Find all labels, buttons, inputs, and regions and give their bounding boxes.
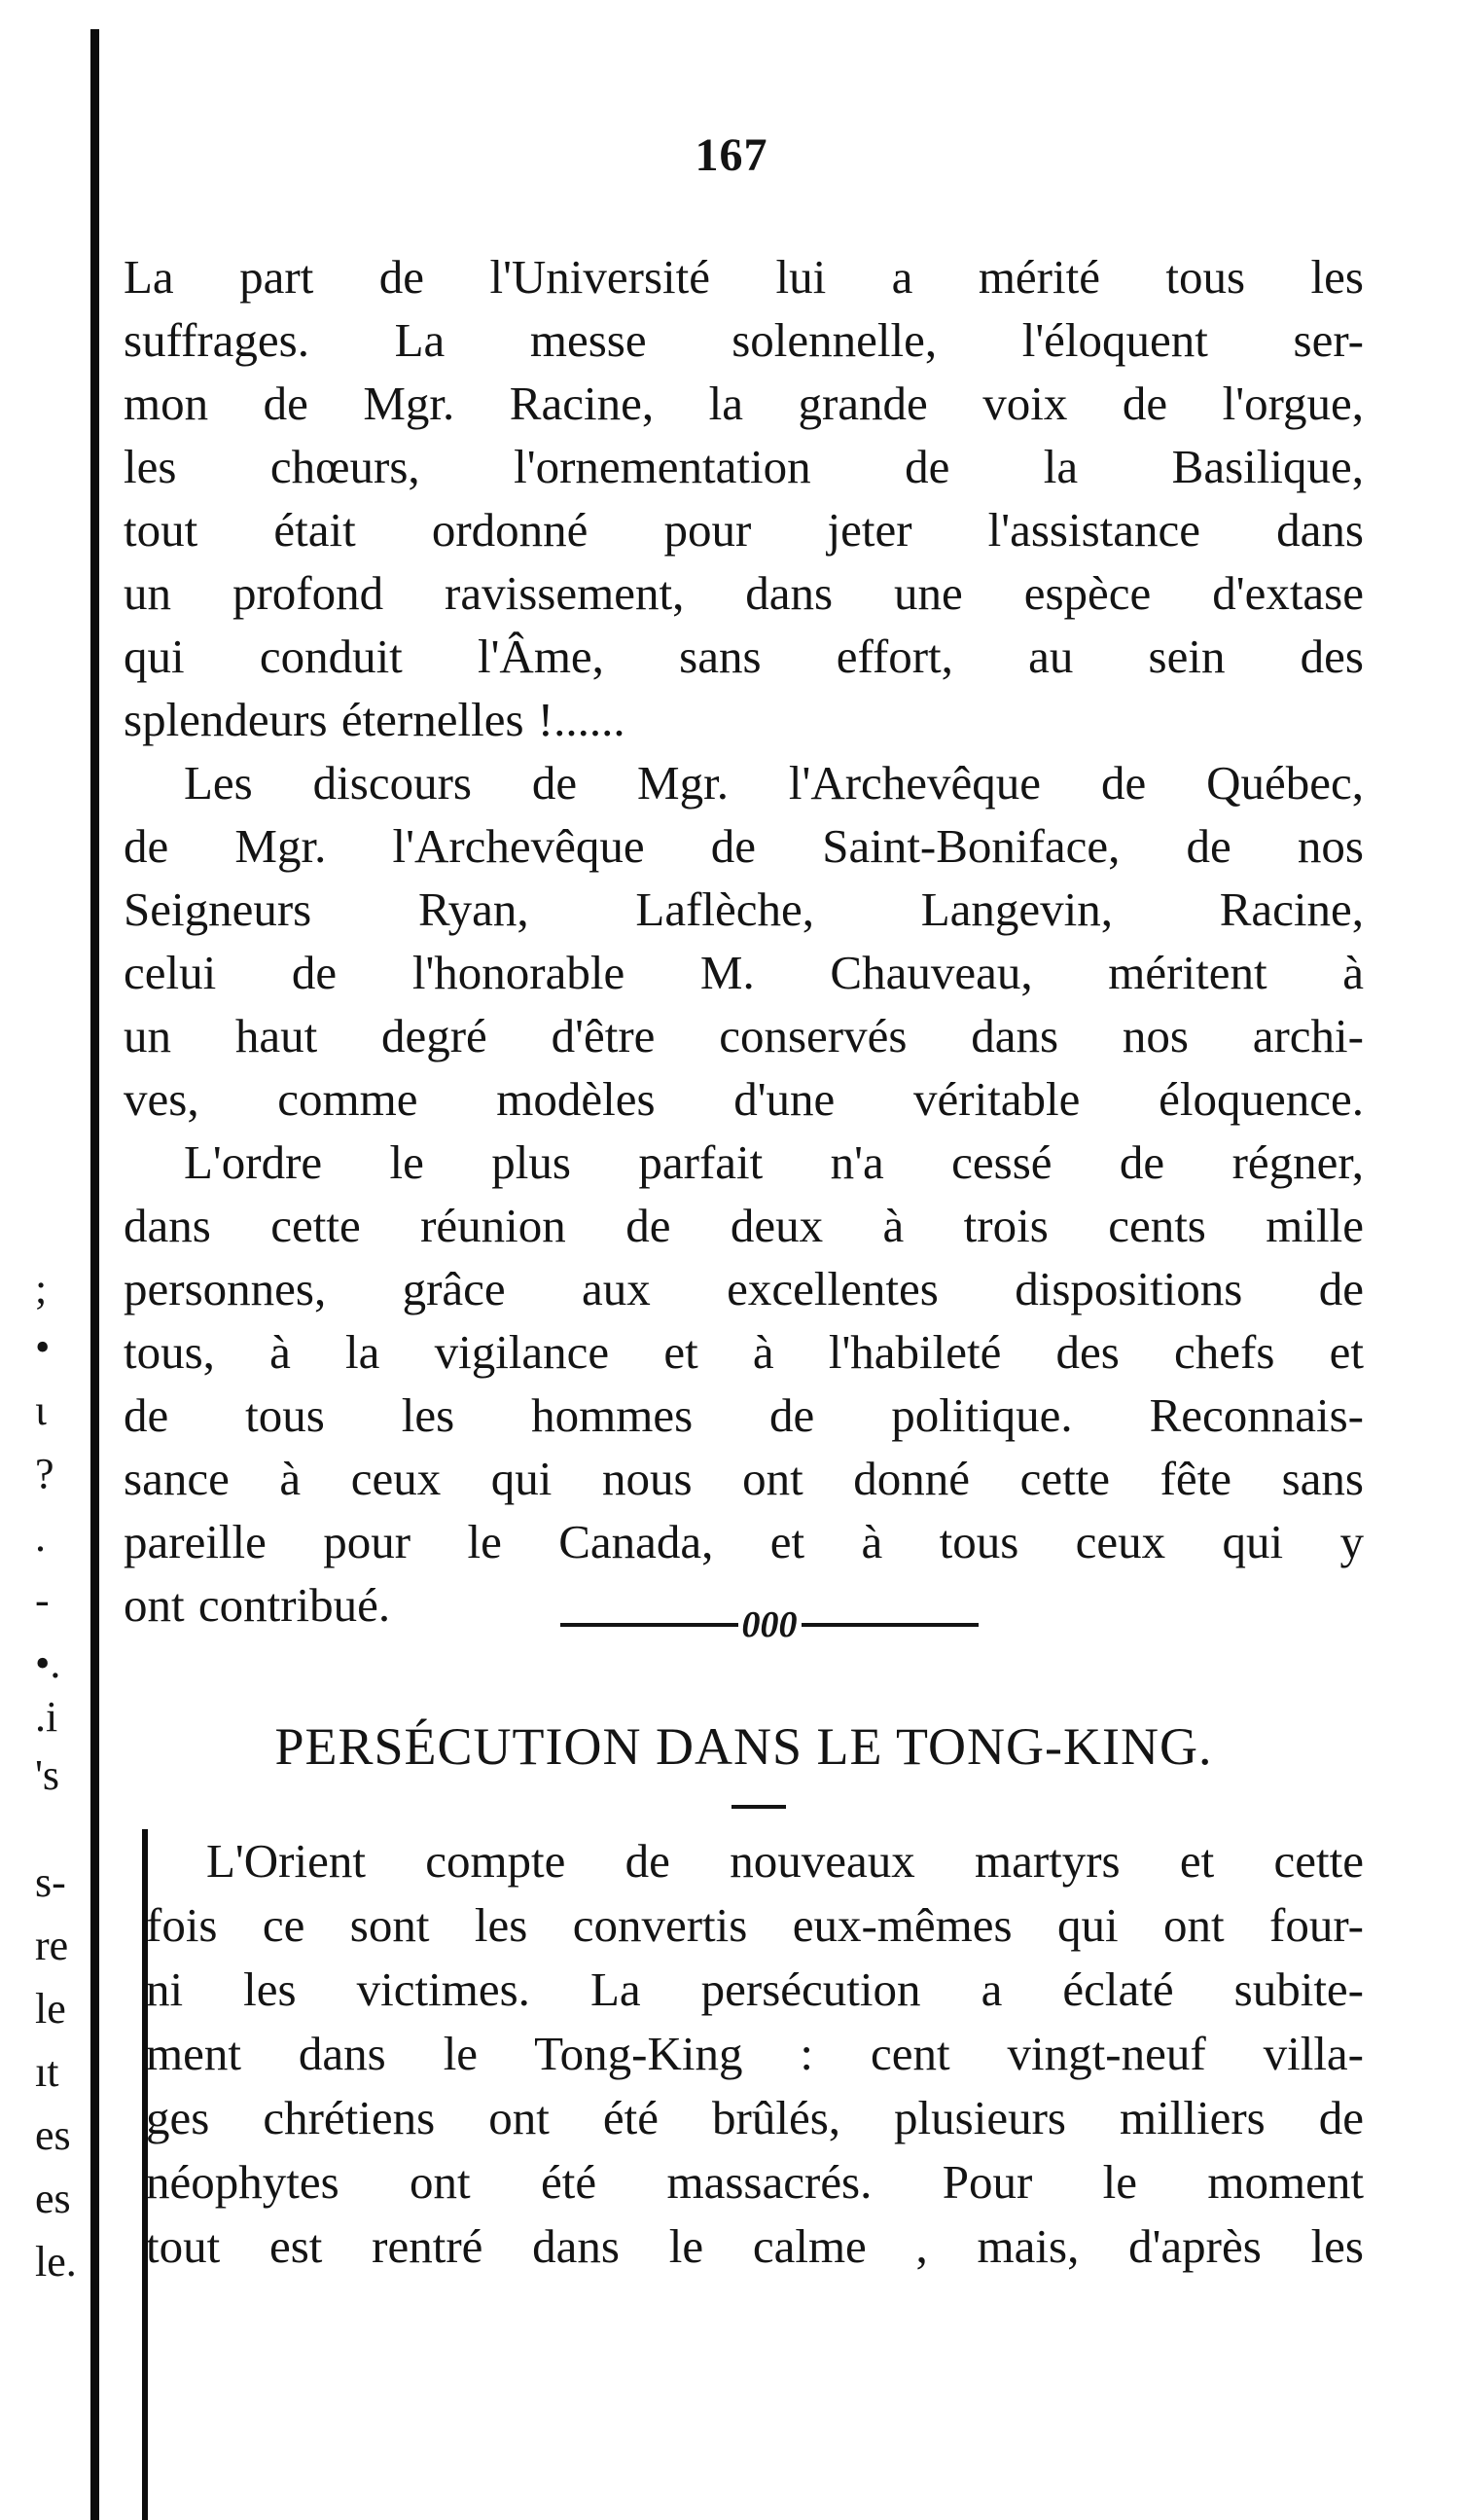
- text-line: les chœurs, l'ornementation de la Basilique,: [124, 440, 1364, 493]
- text-line: de Mgr. l'Archevêque de Saint-Boniface, de nos: [124, 819, 1364, 873]
- text-line: Les discours de Mgr. l'Archevêque de Québec,: [184, 756, 1364, 810]
- margin-fragment: es: [35, 2175, 71, 2222]
- section-body: [146, 1829, 1364, 2279]
- text-line: splendeurs éternelles !......: [124, 693, 625, 746]
- text-line: ont contribué.: [124, 1578, 391, 1632]
- text-line: L'Orient compte de nouveaux martyrs et cette: [206, 1834, 1364, 1888]
- margin-fragment: ıt: [35, 2048, 59, 2096]
- text-line: un haut degré d'être conservés dans nos archi-: [124, 1009, 1364, 1062]
- title-underline-rule: [732, 1805, 786, 1809]
- margin-fragment: le: [35, 1985, 66, 2033]
- text-line: de tous les hommes de politique. Reconnais-: [124, 1388, 1364, 1442]
- text-line: qui conduit l'Âme, sans effort, au sein des: [124, 630, 1364, 683]
- margin-fragment: ?: [35, 1450, 54, 1497]
- separator-ornament: 000: [741, 1604, 798, 1645]
- margin-fragment: le.: [35, 2238, 77, 2286]
- text-line: un profond ravissement, dans une espèce d'extase: [124, 566, 1364, 620]
- text-line: L'ordre le plus parfait n'a cessé de régner,: [184, 1135, 1364, 1189]
- text-line: La part de l'Université lui a mérité tous les: [124, 250, 1364, 304]
- margin-fragment: s-: [35, 1858, 66, 1906]
- separator-rule-left: [560, 1623, 738, 1627]
- text-line: néophytes ont été massacrés. Pour le moment: [146, 2155, 1364, 2209]
- text-line: pareille pour le Canada, et à tous ceux qui y: [124, 1515, 1364, 1568]
- text-line: ves, comme modèles d'une véritable éloquence.: [124, 1072, 1364, 1126]
- text-line: personnes, grâce aux excellentes dispositions de: [124, 1262, 1364, 1315]
- margin-fragment: 's: [35, 1751, 60, 1799]
- text-line: tout était ordonné pour jeter l'assistance dans: [124, 503, 1364, 557]
- margin-fragment: •.: [35, 1639, 61, 1687]
- text-line: ni les victimes. La persécution a éclaté subite-: [146, 1962, 1364, 2016]
- text-line: tous, à la vigilance et à l'habileté des chefs et: [124, 1325, 1364, 1379]
- section-separator: [560, 1605, 979, 1644]
- text-line: ges chrétiens ont été brûlés, plusieurs milliers de: [146, 2091, 1364, 2144]
- margin-fragment: -: [35, 1576, 50, 1624]
- article-continuation: [124, 245, 1364, 1637]
- binding-edge-rule: [90, 29, 99, 2520]
- margin-fragment: re: [35, 1922, 69, 1969]
- margin-fragment: •: [35, 1323, 51, 1371]
- text-line: ment dans le Tong-King : cent vingt-neuf villa-: [146, 2027, 1364, 2080]
- section-title: PERSÉCUTION DANS LE TONG-KING.: [274, 1717, 1213, 1776]
- text-line: celui de l'honorable M. Chauveau, méritent à: [124, 946, 1364, 999]
- text-line: sance à ceux qui nous ont donné cette fête sans: [124, 1452, 1364, 1505]
- margin-fragment: ;: [35, 1265, 48, 1313]
- text-line: dans cette réunion de deux à trois cents mille: [124, 1199, 1364, 1252]
- separator-rule-right: [802, 1623, 980, 1627]
- text-line: mon de Mgr. Racine, la grande voix de l'orgue,: [124, 377, 1364, 430]
- margin-fragment: ι: [35, 1386, 47, 1434]
- margin-fragment: .i: [35, 1693, 58, 1741]
- text-line: suffrages. La messe solennelle, l'éloquent ser-: [124, 313, 1364, 367]
- margin-fragment: es: [35, 2111, 71, 2159]
- text-line: fois ce sont les convertis eux-mêmes qui ont four-: [146, 1898, 1364, 1952]
- text-line: Seigneurs Ryan, Laflèche, Langevin, Racine,: [124, 882, 1364, 936]
- page-number: 167: [695, 129, 768, 181]
- margin-fragment: .: [35, 1513, 46, 1561]
- text-line: tout est rentré dans le calme , mais, d'après les: [146, 2219, 1364, 2273]
